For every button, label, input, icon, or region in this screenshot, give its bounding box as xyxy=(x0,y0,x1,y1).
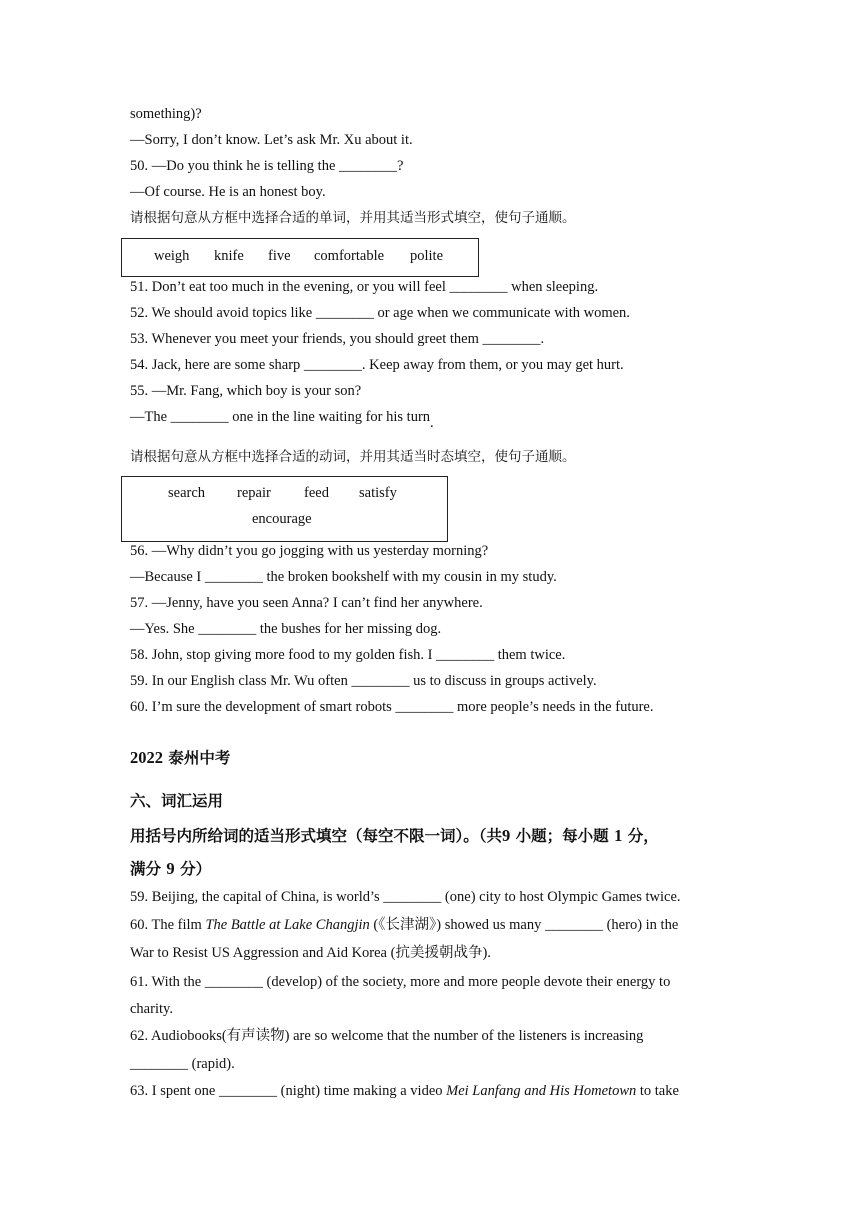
word-box-item: five xyxy=(268,248,291,264)
q60-pre: 60. The film xyxy=(130,917,206,933)
question-51: 51. Don’t eat too much in the evening, or you will feel ________ when sleeping. xyxy=(130,279,599,295)
instr3-part: 小题；每小题 xyxy=(515,827,609,845)
question-62: 62. Audiobooks(有声读物) are so welcome that the number of the listeners is increasing xyxy=(130,1028,644,1044)
instr3-part: 用括号内所给词的适当形式填空（每空不限一词）。（共 xyxy=(130,827,503,845)
question-60: 60. I’m sure the development of smart robots ________ more people’s needs in the future. xyxy=(130,699,654,715)
question-59: 59. In our English class Mr. Wu often ________ us to discuss in groups actively. xyxy=(130,673,597,689)
film-title: The Battle at Lake Changjin xyxy=(205,917,370,933)
question-60b-cont: War to Resist US Aggression and Aid Korea (抗美援朝战争). xyxy=(130,945,491,961)
instr3-number: 1 xyxy=(614,826,623,845)
text-line: something)? xyxy=(130,106,202,122)
word-box-item: weigh xyxy=(154,248,190,264)
q63-post: to take xyxy=(636,1083,679,1099)
instruction-3-line2 xyxy=(130,857,211,879)
word-box-item: polite xyxy=(410,248,444,264)
instr3-part: 分， xyxy=(627,827,659,845)
question-55: 55. —Mr. Fang, which boy is your son? xyxy=(130,383,362,399)
question-57: 57. —Jenny, have you seen Anna? I can’t find her anywhere. xyxy=(130,595,483,611)
question-58: 58. John, stop giving more food to my golden fish. I ________ them twice. xyxy=(130,647,566,663)
question-53: 53. Whenever you meet your friends, you should greet them ________. xyxy=(130,331,545,347)
word-box-item: feed xyxy=(304,485,329,501)
exam-heading xyxy=(130,746,230,768)
instr3-number: 9 xyxy=(166,859,175,878)
word-box-item: encourage xyxy=(252,511,312,527)
answer-50: —Of course. He is an honest boy. xyxy=(130,184,326,200)
answer-55-period: . xyxy=(430,415,434,431)
answer-57: —Yes. She ________ the bushes for her missing dog. xyxy=(130,621,442,637)
instr3-part: 满分 xyxy=(130,860,162,878)
question-62-cont: ________ (rapid). xyxy=(130,1056,235,1072)
instruction-3-line1 xyxy=(130,824,659,846)
question-56: 56. —Why didn’t you go jogging with us yesterday morning? xyxy=(130,543,489,559)
q63-pre: 63. I spent one ________ (night) time making a video xyxy=(130,1083,447,1099)
exam-name: 泰州中考 xyxy=(168,749,231,767)
instr3-number: 9 xyxy=(502,826,511,845)
question-61: 61. With the ________ (develop) of the society, more and more people devote their energy to xyxy=(130,974,671,990)
exam-year: 2022 xyxy=(130,748,163,767)
question-52: 52. We should avoid topics like ________ or age when we communicate with women. xyxy=(130,305,630,321)
word-box-2 xyxy=(121,476,448,542)
q60-post: (《长津湖》) showed us many ________ (hero) in the xyxy=(369,917,679,933)
question-59b: 59. Beijing, the capital of China, is world’s ________ (one) city to host Olympic Games twice. xyxy=(130,889,681,905)
word-box-item: satisfy xyxy=(359,485,397,501)
word-box-item: comfortable xyxy=(314,248,385,264)
word-box-item: repair xyxy=(237,485,271,501)
question-60b xyxy=(130,916,678,934)
answer-56: —Because I ________ the broken bookshelf with my cousin in my study. xyxy=(130,569,557,585)
word-box-1 xyxy=(121,238,479,277)
word-box-item: knife xyxy=(214,248,244,264)
question-61-cont: charity. xyxy=(130,1001,173,1017)
text-line: —Sorry, I don’t know. Let’s ask Mr. Xu about it. xyxy=(130,132,413,148)
word-box-item: search xyxy=(168,485,206,501)
instr3-part: 分） xyxy=(180,860,212,878)
section-heading: 六、词汇运用 xyxy=(130,792,224,810)
question-63 xyxy=(130,1082,679,1100)
answer-55 xyxy=(130,408,434,431)
answer-55-text: —The ________ one in the line waiting for his turn xyxy=(130,409,431,425)
instruction-2: 请根据句意从方框中选择合适的动词，并用其适当时态填空，使句子通顺。 xyxy=(130,449,576,465)
instruction-1: 请根据句意从方框中选择合适的单词，并用其适当形式填空，使句子通顺。 xyxy=(130,210,576,226)
video-title: Mei Lanfang and His Hometown xyxy=(446,1083,637,1099)
question-54: 54. Jack, here are some sharp ________. Keep away from them, or you may get hurt. xyxy=(130,357,624,373)
question-50: 50. —Do you think he is telling the ________? xyxy=(130,158,404,174)
